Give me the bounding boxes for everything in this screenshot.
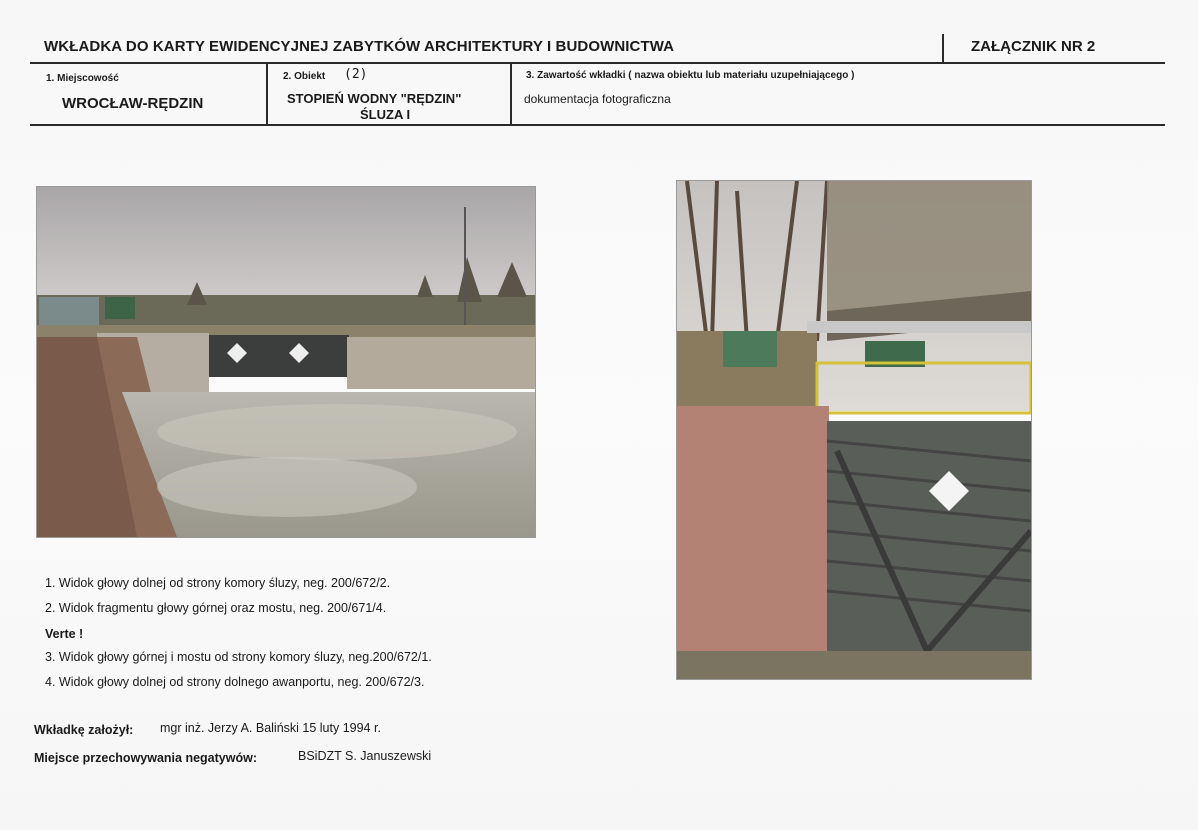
- caption-item-1: 1. Widok głowy dolnej od strony komory śluzy, neg. 200/672/2.: [45, 576, 391, 590]
- field-divider-2: [510, 64, 512, 126]
- document-title: WKŁADKA DO KARTY EWIDENCYJNEJ ZABYTKÓW ARCHITEKTURY I BUDOWNICTWA: [44, 38, 675, 55]
- object-label: 2. Obiekt: [283, 71, 326, 82]
- object-value-line2: ŚLUZA I: [360, 107, 411, 122]
- content-label: 3. Zawartość wkładki ( nazwa obiektu lub materiału uzupełniającego ): [526, 70, 855, 81]
- caption-item-2: 2. Widok fragmentu głowy górnej oraz mostu, neg. 200/671/4.: [45, 601, 387, 615]
- content-value: dokumentacja fotograficzna: [524, 92, 671, 106]
- object-number: (2): [344, 67, 368, 82]
- author-label: Wkładkę założył:: [34, 723, 134, 737]
- object-value-line1: STOPIEŃ WODNY "RĘDZIN": [287, 91, 462, 106]
- author-value: mgr inż. Jerzy A. Baliński 15 luty 1994 r.: [160, 721, 381, 735]
- caption-item-4: 4. Widok głowy dolnej od strony dolnego awanportu, neg. 200/672/3.: [45, 675, 425, 689]
- location-label: 1. Miejscowość: [46, 73, 119, 84]
- location-value: WROCŁAW-RĘDZIN: [62, 95, 204, 112]
- field-divider-1: [266, 64, 268, 126]
- caption-item-3: 3. Widok głowy górnej i mostu od strony komory śluzy, neg.200/672/1.: [45, 650, 432, 664]
- photo-lower-head: [36, 186, 536, 538]
- header-divider: [942, 34, 944, 62]
- attachment-number: ZAŁĄCZNIK NR 2: [971, 38, 1096, 55]
- storage-label: Miejsce przechowywania negatywów:: [34, 751, 257, 765]
- header-rule: [30, 62, 1165, 64]
- fields-bottom-rule: [30, 124, 1165, 126]
- caption-verte: Verte !: [45, 627, 84, 641]
- photo-upper-head-bridge: [676, 180, 1032, 680]
- storage-value: BSiDZT S. Januszewski: [298, 749, 432, 763]
